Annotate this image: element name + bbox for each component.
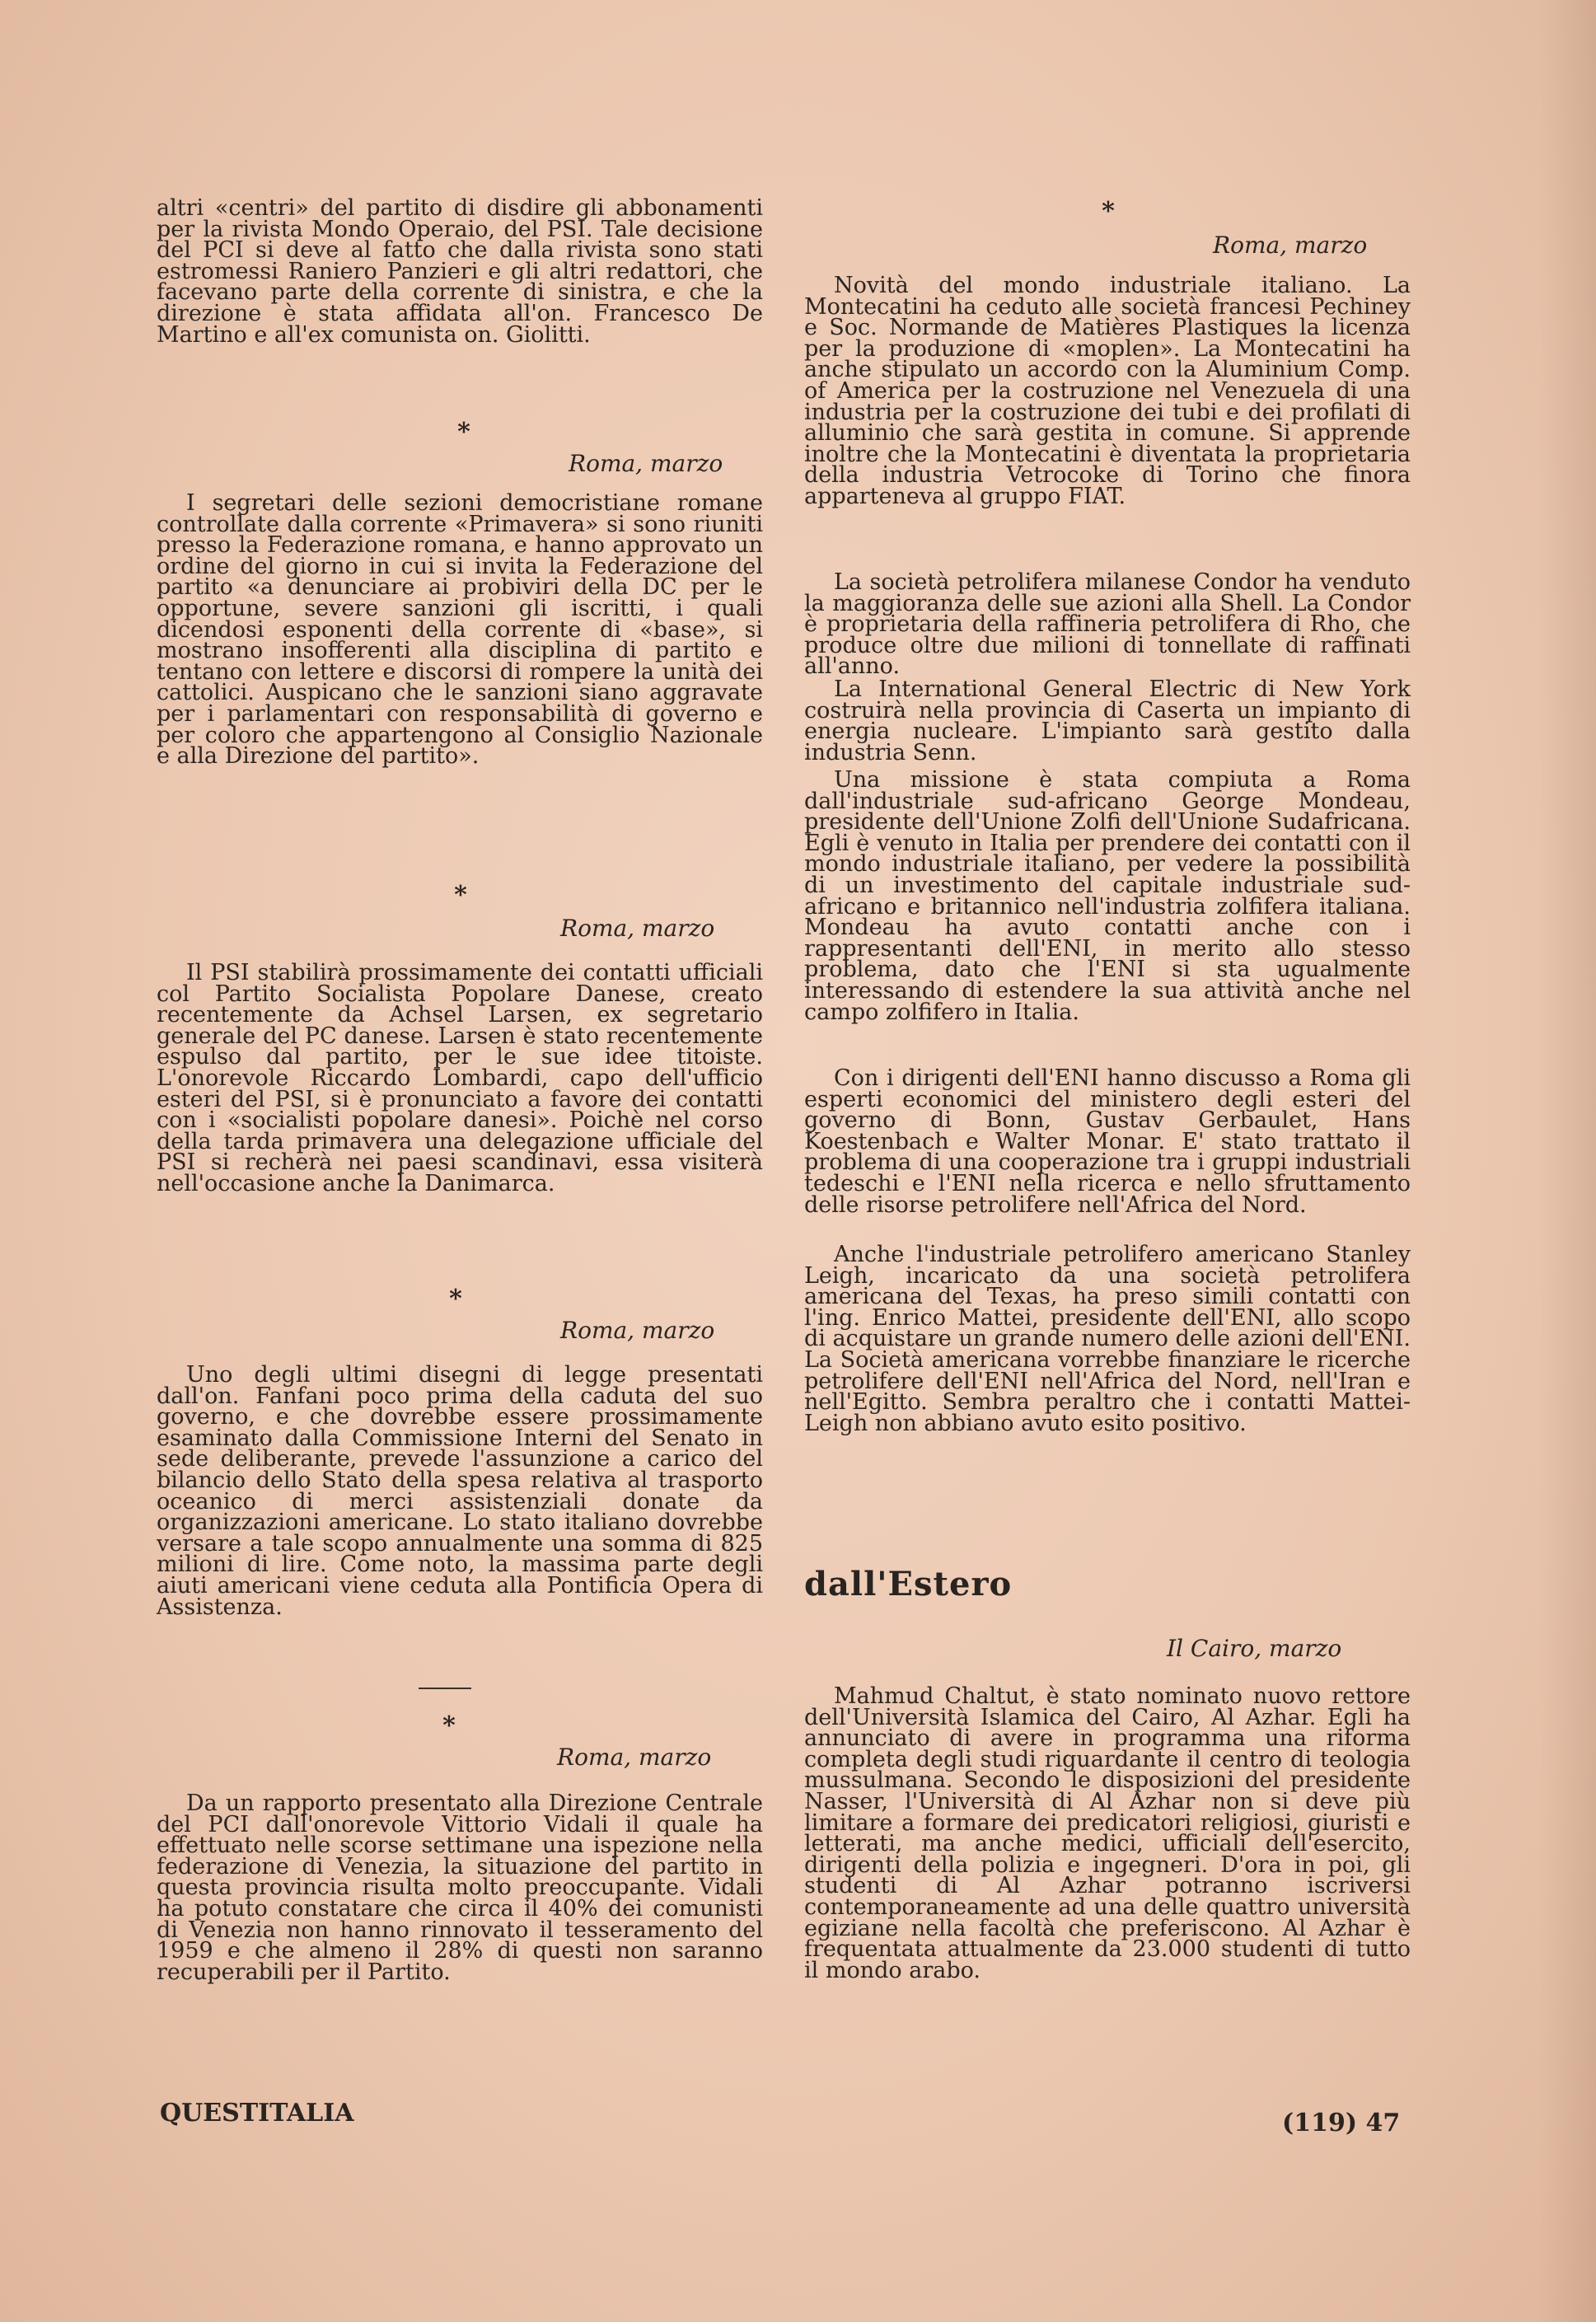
article-paragraph: altri «centri» del partito di disdire gli abbonamenti per la rivista Mondo Operaio, del PSI. Tale decisione del PCI si deve al fatto che dalla rivista sono stati estromessi Raniero Panzieri e gli altri redattori, che facevano parte della corrente di sinistra, e che la direzione è stata affidata all'on. Francesco De Martino e all'ex comunista on. Giolitti. — [157, 195, 763, 348]
divider-rule — [419, 1688, 471, 1689]
section-title: dall'Estero — [804, 1565, 1013, 1603]
page-edge-shadow — [1538, 0, 1596, 2322]
dateline: Il Cairo, marzo — [1167, 1635, 1342, 1662]
section-asterisk: * — [454, 881, 467, 910]
article-paragraph: I segretari delle sezioni democristiane romane controllate dalla corrente «Primavera» si sono riuniti presso la Federazione romana, e hanno approvato un ordine del giorno in cui si invita la Federazione del partito «a denunciare ai probiviri della DC per le opportune, severe sanzioni gli iscritti, i quali dicendosi esponenti della corrente di «base», si mostrano insofferenti alla disciplina di partito e tentano con lettere e discorsi di rompere la unità dei cattolici. Auspicano che le sanzioni siano aggravate per i parlamentari con responsabilità di governo e per coloro che appartengono al Consiglio Nazionale e alla Direzione del partito». — [157, 490, 763, 770]
article-paragraph: Uno degli ultimi disegni di legge presentati dall'on. Fanfani poco prima della caduta del suo governo, e che dovrebbe essere prossimamente esaminato dalla Commissione Interni del Senato in sede deliberante, prevede l'assunzione a carico del bilancio dello Stato della spesa relativa al trasporto oceanico di merci assistenziali donate da organizzazioni americane. Lo stato italiano dovrebbe versare a tale scopo annualmente una somma di 825 milioni di lire. Come noto, la massima parte degli aiuti americani viene ceduta alla Pontificia Opera di Assistenza. — [157, 1362, 763, 1620]
article-paragraph: Mahmud Chaltut, è stato nominato nuovo rettore dell'Università Islamica del Cairo, Al Azhar. Egli ha annunciato di avere in programma una riforma completa degli studi riguardante il centro di teologia mussulmana. Secondo le disposizioni del presidente Nasser, l'Università di Al Azhar non si deve più limitare a formare dei predicatori religiosi, giuristi e letterati, ma anche medici, ufficiali dell'esercito, dirigenti della polizia e ingegneri. D'ora in poi, gli studenti di Al Azhar potranno iscriversi contemporaneamente ad una delle quattro università egiziane nella facoltà che preferiscono. Al Azhar è frequentata attualmente da 23.000 studenti di tutto il mondo arabo. — [804, 1683, 1411, 1983]
dateline: Roma, marzo — [557, 1744, 712, 1771]
article-paragraph: Da un rapporto presentato alla Direzione Centrale del PCI dall'onorevole Vittorio Vidali il quale ha effettuato nelle scorse settimane una ispezione nella federazione di Venezia, la situazione del partito in questa provincia risulta molto preoccupante. Vidali ha potuto constatare che circa il 40% dei comunisti di Venezia non hanno rinnovato il tesseramento del 1959 e che almeno il 28% di questi non saranno recuperabili per il Partito. — [157, 1791, 763, 1985]
article-paragraph: Il PSI stabilirà prossimamente dei contatti ufficiali col Partito Socialista Popolare Danese, creato recentemente da Achsel Larsen, ex segretario generale del PC danese. Larsen è stato recentemente espulso dal partito, per le sue idee titoiste. L'onorevole Riccardo Lombardi, capo dell'ufficio esteri del PSI, si è pronunciato a favore dei contatti con i «socialisti popolare danesi». Poichè nel corso della tarda primavera una delegazione ufficiale del PSI si recherà nei paesi scandinavi, essa visiterà nell'occasione anche la Danimarca. — [157, 960, 763, 1196]
article-paragraph: Una missione è stata compiuta a Roma dall'industriale sud-africano George Mondeau, presidente dell'Unione Zolfi dell'Unione Sudafricana. Egli è venuto in Italia per prendere dei contatti con il mondo industriale italiano, per vedere la possibilità di un investimento del capitale industriale sud-africano e britannico nell'industria zolfifera italiana. Mondeau ha avuto contatti anche con i rappresentanti dell'ENI, in merito allo stesso problema, dato che l'ENI si sta ugualmente interessando di estendere la sua attività anche nel campo zolfifero in Italia. — [804, 767, 1411, 1025]
section-asterisk: * — [1102, 197, 1115, 226]
article-paragraph: La International General Electric di New York costruirà nella provincia di Caserta un impianto di energia nucleare. L'impianto sarà gestito dalla industria Senn. — [804, 676, 1411, 765]
article-paragraph: La società petrolifera milanese Condor ha venduto la maggioranza delle sue azioni alla Shell. La Condor è proprietaria della raffineria petrolifera di Rho, che produce oltre due milioni di tonnellate di raffinati all'anno. — [804, 569, 1411, 680]
section-asterisk: * — [449, 1285, 462, 1313]
section-asterisk: * — [442, 1711, 456, 1740]
article-paragraph: Anche l'industriale petrolifero americano Stanley Leigh, incaricato da una società petrolifera americana del Texas, ha preso simili contatti con l'ing. Enrico Mattei, presidente dell'ENI, allo scopo di acquistare un grande numero delle azioni dell'ENI. La Società americana vorrebbe finanziare le ricerche petrolifere dell'ENI nell'Africa del Nord, nell'Iran e nell'Egitto. Sembra peraltro che i contatti Mattei-Leigh non abbiano avuto esito positivo. — [804, 1242, 1411, 1436]
section-asterisk: * — [457, 418, 470, 447]
dateline: Roma, marzo — [560, 1317, 715, 1344]
dateline: Roma, marzo — [560, 915, 715, 942]
magazine-name: QUESTITALIA — [160, 2099, 354, 2128]
article-paragraph: Novità del mondo industriale italiano. La Montecatini ha ceduto alle società francesi Pechiney e Soc. Normande de Matières Plastiques la licenza per la produzione di «moplen». La Montecatini ha anche stipulato un accordo con la Aluminium Comp. of America per la costruzione nel Venezuela di una industria per la costruzione dei tubi e dei profilati di alluminio che sarà gestita in comune. Si apprende inoltre che la Montecatini è diventata la proprietaria della industria Vetrocoke di Torino che finora apparteneva al gruppo FIAT. — [804, 273, 1411, 509]
page-number: (119) 47 — [1282, 2109, 1401, 2137]
article-paragraph: Con i dirigenti dell'ENI hanno discusso a Roma gli esperti economici del ministero degli esteri del governo di Bonn, Gustav Gerbaulet, Hans Koestenbach e Walter Monar. E' stato trattato il problema di una cooperazione tra i gruppi industriali tedeschi e l'ENI nella ricerca e nello sfruttamento delle risorse petrolifere nell'Africa del Nord. — [804, 1065, 1411, 1218]
dateline: Roma, marzo — [1213, 232, 1368, 259]
dateline: Roma, marzo — [569, 450, 723, 477]
